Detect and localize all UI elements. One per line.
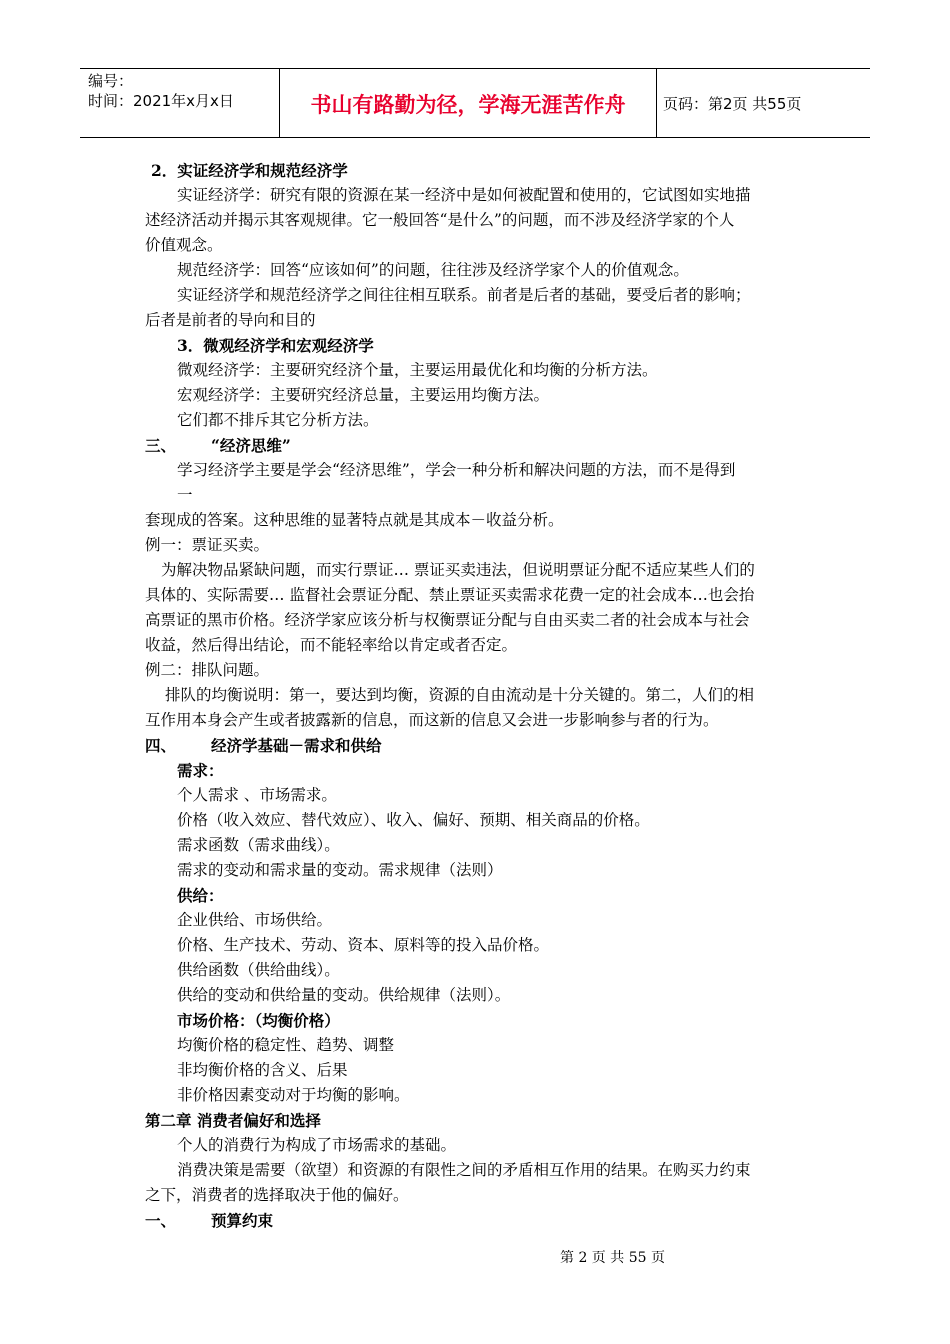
- example-title: 例二：排队问题。: [145, 661, 270, 679]
- part-title: 预算约束: [211, 1211, 274, 1230]
- list-item: 需求的变动和需求量的变动。需求规律（法则）: [177, 861, 503, 879]
- date-label: 时间：2021年x月x日: [88, 92, 234, 110]
- part-number: 四、: [145, 736, 177, 755]
- example-title: 例一：票证买卖。: [145, 536, 270, 554]
- list-item: 价格（收入效应、替代效应）、收入、偏好、预期、相关商品的价格。: [177, 811, 650, 829]
- part-title: 经济学基础－需求和供给: [211, 736, 382, 755]
- paragraph-line: 高票证的黑市价格。经济学家应该分析与权衡票证分配与自由买卖二者的社会成本与社会: [145, 611, 750, 629]
- paragraph-line: 排队的均衡说明：第一，要达到均衡，资源的自由流动是十分关键的。第二，人们的相: [165, 686, 755, 704]
- part-number: 三、: [145, 436, 177, 455]
- list-item: 非价格因素变动对于均衡的影响。: [177, 1086, 410, 1104]
- paragraph-line: 价值观念。: [145, 236, 223, 254]
- page-info: 页码：第2页 共55页: [663, 94, 802, 113]
- paragraph-line: 消费决策是需要（欲望）和资源的有限性之间的矛盾相互作用的结果。在购买力约束: [177, 1161, 751, 1179]
- list-item: 供给的变动和供给量的变动。供给规律（法则）。: [177, 986, 511, 1004]
- section-title: 2．实证经济学和规范经济学: [151, 161, 348, 180]
- section-title: 3．微观经济学和宏观经济学: [177, 336, 374, 355]
- list-item: 非均衡价格的含义、后果: [177, 1061, 348, 1079]
- paragraph-line: 个人的消费行为构成了市场需求的基础。: [177, 1136, 457, 1154]
- chapter-title: 第二章 消费者偏好和选择: [145, 1111, 321, 1130]
- paragraph-line: 为解决物品紧缺问题，而实行票证… 票证买卖违法，但说明票证分配不适应某些人们的: [161, 561, 755, 579]
- paragraph-line: 规范经济学：回答“应该如何”的问题，往往涉及经济学家个人的价值观念。: [177, 261, 689, 279]
- subheading: 市场价格：（均衡价格）: [177, 1011, 340, 1030]
- paragraph-line: 微观经济学：主要研究经济个量，主要运用最优化和均衡的分析方法。: [177, 361, 658, 379]
- list-item: 企业供给、市场供给。: [177, 911, 333, 929]
- paragraph-line: 后者是前者的导向和目的: [145, 311, 316, 329]
- paragraph-line: 述经济活动并揭示其客观规律。它一般回答“是什么”的问题，而不涉及经济学家的个人: [145, 211, 735, 229]
- list-item: 价格、生产技术、劳动、资本、原料等的投入品价格。: [177, 936, 550, 954]
- subheading: 需求：: [177, 761, 224, 780]
- part-heading: [145, 1208, 810, 1233]
- serial-label: 编号：: [88, 72, 134, 90]
- list-item: 均衡价格的稳定性、趋势、调整: [177, 1036, 395, 1054]
- part-heading: [145, 733, 810, 758]
- header-left-cell: [80, 69, 280, 137]
- paragraph-line: 实证经济学：研究有限的资源在某一经济中是如何被配置和使用的，它试图如实地描: [177, 186, 751, 204]
- page-footer: 第 2 页 共 55 页: [560, 1250, 665, 1266]
- paragraph-line: 具体的、实际需要… 监督社会票证分配、禁止票证买卖需求花费一定的社会成本…也会抬: [145, 586, 755, 604]
- paragraph-line: 之下，消费者的选择取决于他的偏好。: [145, 1186, 409, 1204]
- motto: 书山有路勤为径，学海无涯苦作舟: [280, 69, 657, 137]
- subheading: 供给：: [177, 886, 224, 905]
- paragraph-line: 实证经济学和规范经济学之间往往相互联系。前者是后者的基础，要受后者的影响；: [177, 286, 751, 304]
- paragraph-line: 收益，然后得出结论，而不能轻率给以肯定或者否定。: [145, 636, 518, 654]
- list-item: 个人需求 、市场需求。: [177, 786, 337, 804]
- paragraph-line: 它们都不排斥其它分析方法。: [177, 411, 379, 429]
- page-header: [80, 68, 870, 138]
- paragraph-line: 学习经济学主要是学会“经济思维”，学会一种分析和解决问题的方法，而不是得到: [177, 461, 736, 479]
- list-item: 供给函数（供给曲线）。: [177, 961, 340, 979]
- list-item: 需求函数（需求曲线）。: [177, 836, 340, 854]
- paragraph-line: 互作用本身会产生或者披露新的信息，而这新的信息又会进一步影响参与者的行为。: [145, 711, 719, 729]
- part-heading: [145, 433, 810, 458]
- paragraph-line: 宏观经济学：主要研究经济总量，主要运用均衡方法。: [177, 386, 550, 404]
- part-number: 一、: [145, 1211, 177, 1230]
- paragraph-line: 套现成的答案。这种思维的显著特点就是其成本－收益分析。: [145, 511, 564, 529]
- paragraph-line: 一: [177, 486, 193, 504]
- part-title: “经济思维”: [211, 436, 291, 455]
- document-body: [145, 158, 810, 1233]
